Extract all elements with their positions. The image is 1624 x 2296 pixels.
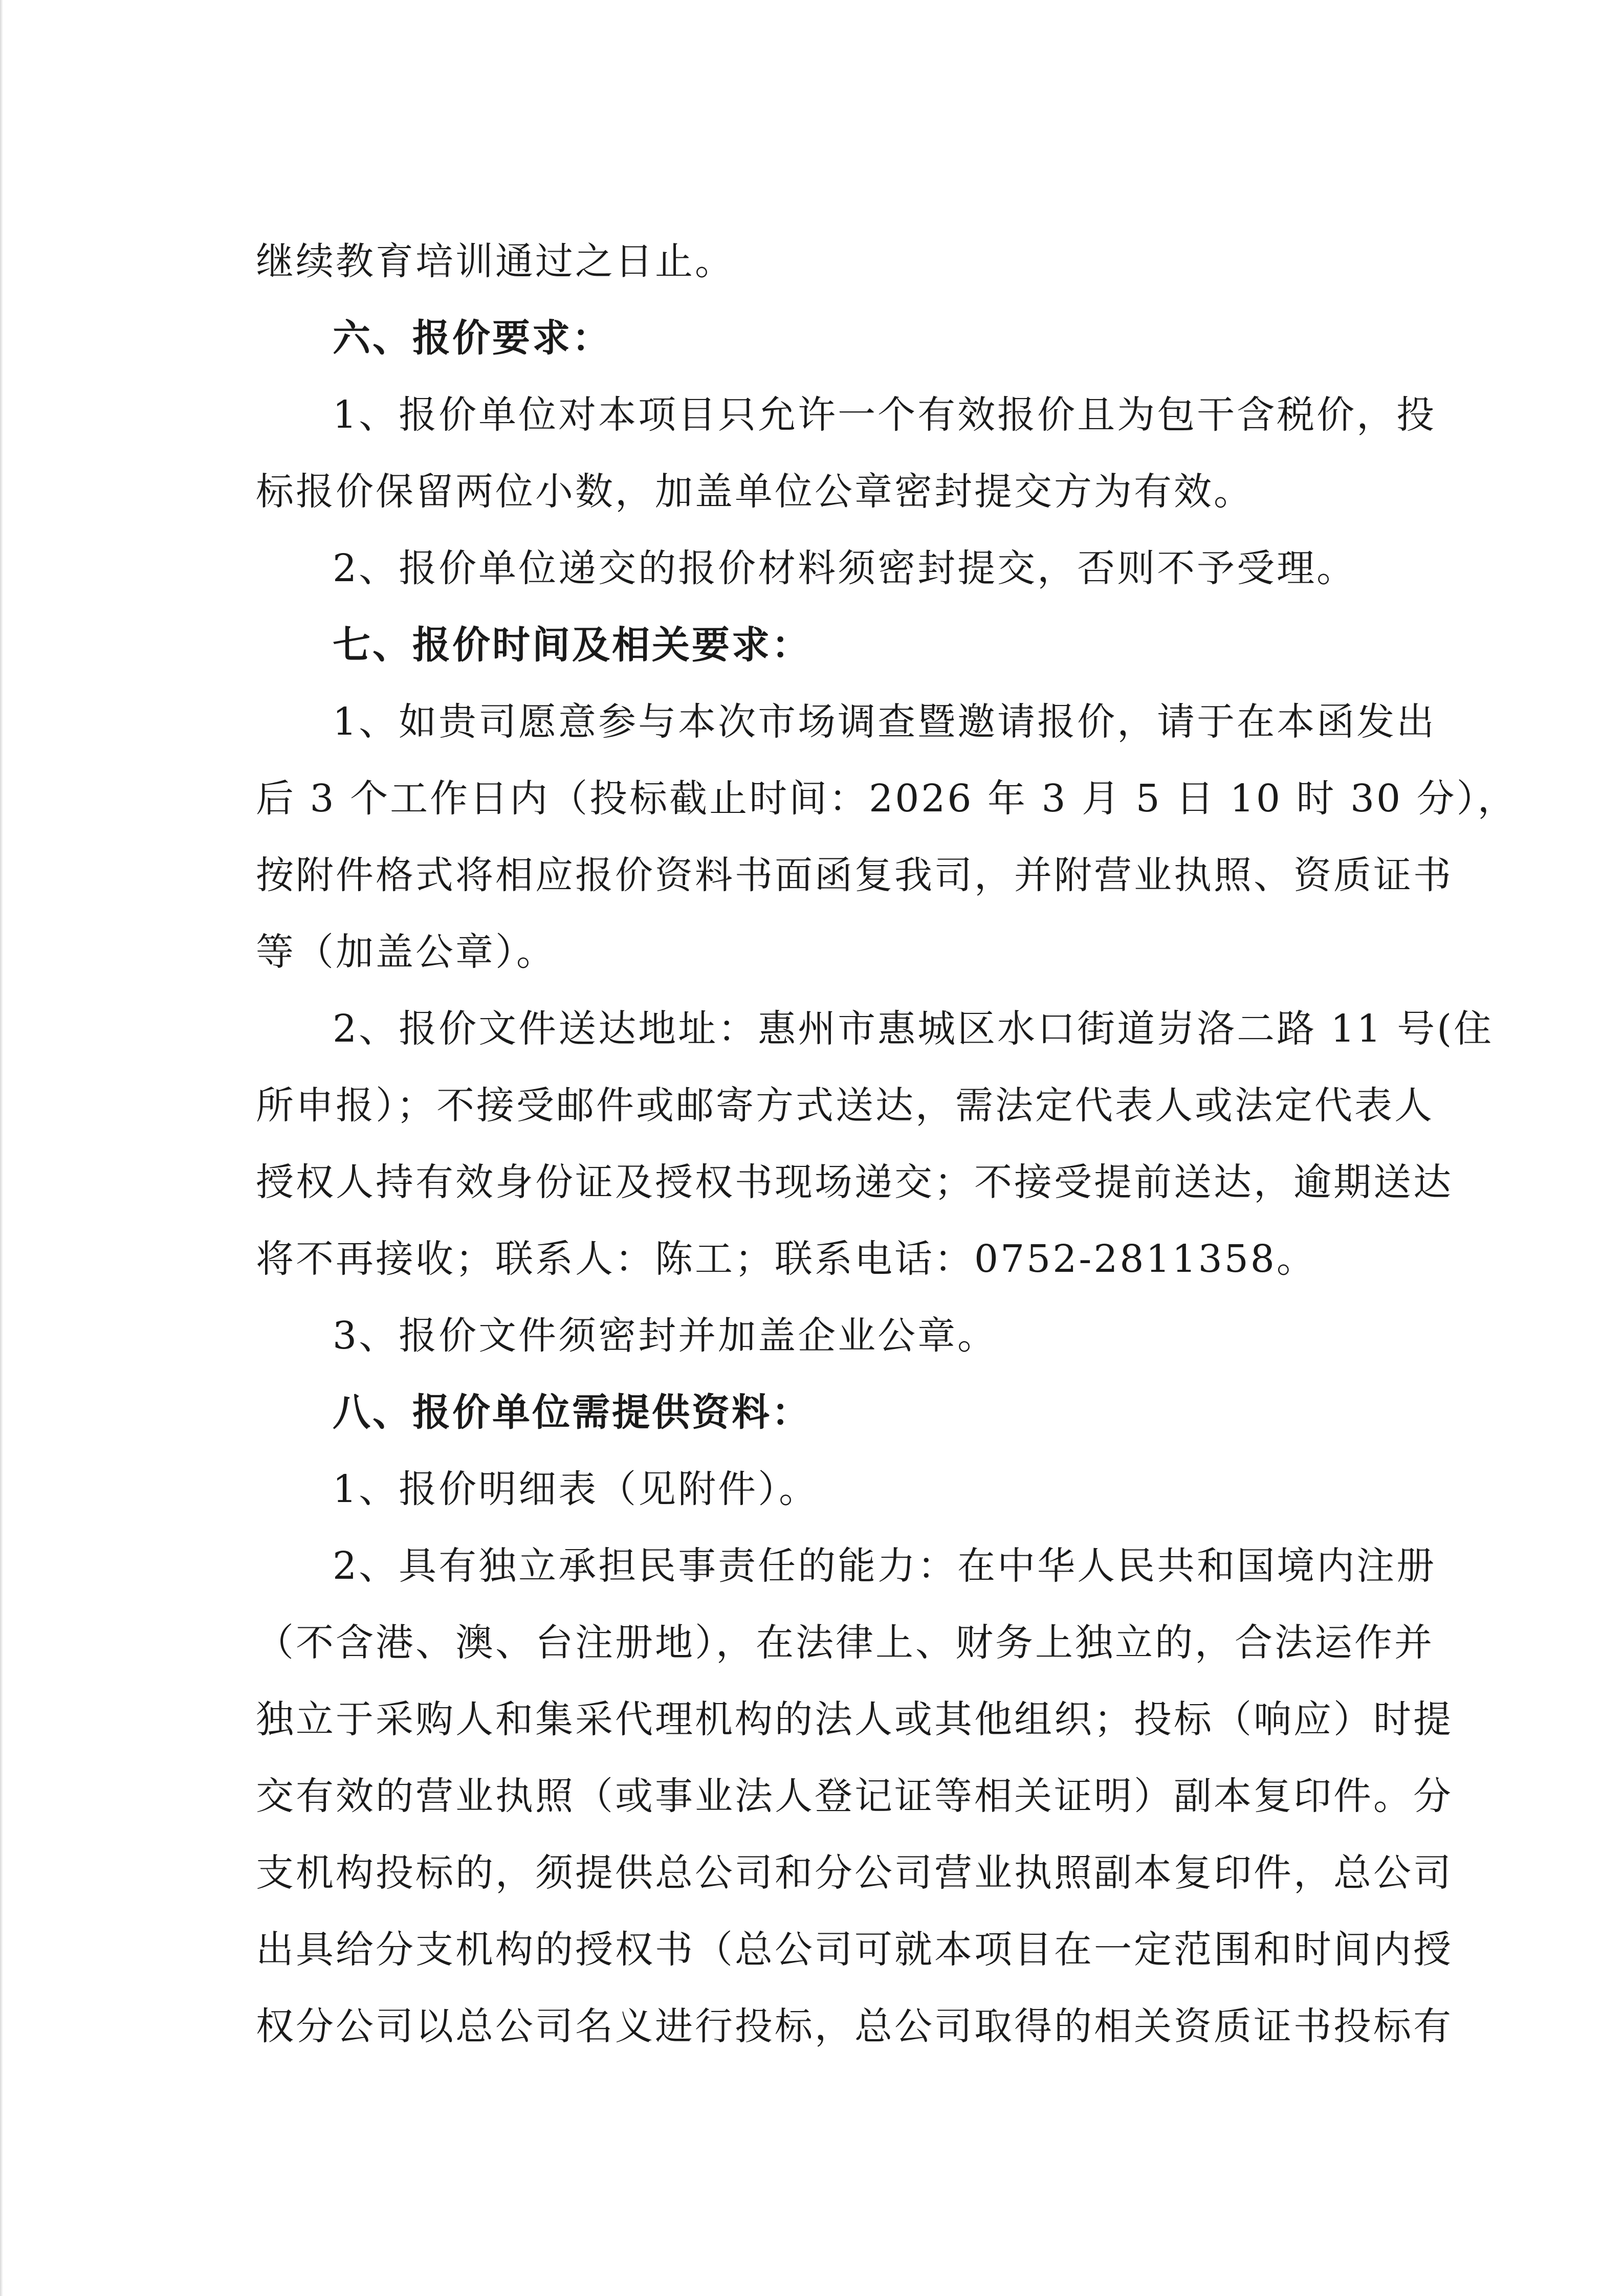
paragraph-line: 交有效的营业执照（或事业法人登记证等相关证明）副本复印件。分	[256, 1774, 1453, 1818]
paragraph-line: 2、报价文件送达地址：惠州市惠城区水口街道岃洛二路 11 号(住	[333, 1007, 1494, 1051]
document-body	[256, 223, 1518, 2065]
section-heading-7: 七、报价时间及相关要求：	[333, 623, 811, 667]
paragraph-line: （不含港、澳、台注册地），在法律上、财务上独立的，合法运作并	[256, 1621, 1434, 1665]
paragraph-line: 1、如贵司愿意参与本次市场调查暨邀请报价，请于在本函发出	[333, 700, 1437, 744]
paragraph-line: 继续教育培训通过之日止。	[256, 239, 735, 283]
paragraph-line: 授权人持有效身份证及授权书现场递交；不接受提前送达，逾期送达	[256, 1160, 1453, 1204]
paragraph-line: 出具给分支机构的授权书（总公司可就本项目在一定范围和时间内授	[256, 1928, 1453, 1972]
paragraph-line: 后 3 个工作日内（投标截止时间：2026 年 3 月 5 日 10 时 30 分），	[256, 777, 1518, 821]
paragraph-line: 1、报价单位对本项目只允许一个有效报价且为包干含税价，投	[333, 393, 1437, 437]
paragraph-line: 3、报价文件须密封并加盖企业公章。	[333, 1314, 998, 1358]
paragraph-line: 2、报价单位递交的报价材料须密封提交，否则不予受理。	[333, 546, 1357, 590]
paragraph-line: 所申报）；不接受邮件或邮寄方式送达，需法定代表人或法定代表人	[256, 1084, 1434, 1128]
paragraph-line: 标报价保留两位小数，加盖单位公章密封提交方为有效。	[256, 470, 1254, 514]
paragraph-line: 1、报价明细表（见附件）。	[333, 1467, 819, 1511]
paragraph-line: 等（加盖公章）。	[256, 930, 556, 974]
section-heading-8: 八、报价单位需提供资料：	[333, 1390, 811, 1434]
section-heading-6: 六、报价要求：	[333, 316, 612, 360]
paragraph-line: 按附件格式将相应报价资料书面函复我司，并附营业执照、资质证书	[256, 853, 1453, 897]
scan-edge-shadow	[0, 0, 3, 2296]
paragraph-line: 2、具有独立承担民事责任的能力：在中华人民共和国境内注册	[333, 1544, 1437, 1588]
paragraph-line: 独立于采购人和集采代理机构的法人或其他组织；投标（响应）时提	[256, 1697, 1453, 1741]
paragraph-line: 权分公司以总公司名义进行投标，总公司取得的相关资质证书投标有	[256, 2004, 1453, 2048]
paragraph-line: 将不再接收；联系人：陈工；联系电话：0752-2811358。	[256, 1237, 1316, 1281]
paragraph-line: 支机构投标的，须提供总公司和分公司营业执照副本复印件，总公司	[256, 1851, 1453, 1895]
